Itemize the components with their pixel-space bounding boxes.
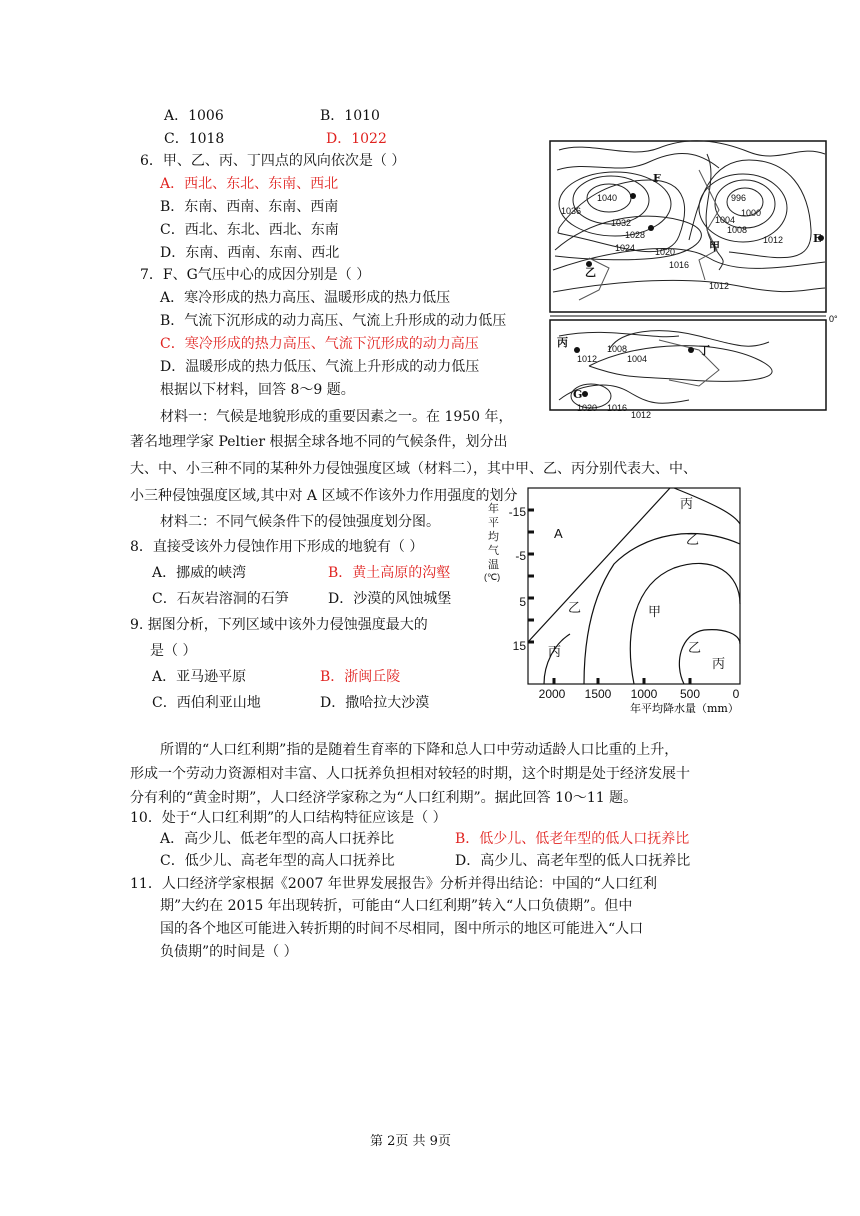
x-tick-label: 500 [679, 687, 701, 701]
q10-option-c: C．低少儿、高老年型的高人口抚养比 [160, 853, 395, 869]
isobar-label: 1012 [577, 354, 598, 364]
q9-stem-line2: 是（ ） [150, 643, 197, 659]
isobar-label: 1040 [597, 193, 618, 203]
region-a-label: A [554, 526, 563, 541]
y-label-char: 年 [488, 502, 499, 515]
q11-line1: 11．人口经济学家根据《2007 年世界发展报告》分析并得出结论：中国的“人口红利 [130, 876, 658, 892]
q10-option-b: B．低少儿、低老年型的低人口抚养比 [455, 831, 690, 847]
q11-line2: 期”大约在 2015 年出现转折，可能由“人口红利期”转入“人口负债期”。但中 [160, 898, 633, 914]
y-label-char: 均 [488, 530, 499, 543]
region-yi-label: 乙 [686, 533, 700, 548]
point-ding-marker [688, 347, 694, 353]
q9-option-a: A．亚马逊平原 [152, 669, 247, 685]
y-tick-label: -15 [508, 505, 526, 519]
q7-option-d: D．温暖形成的热力低压、气流上升形成的动力低压 [160, 359, 480, 375]
material-1-line3: 大、中、小三种不同的某种外力侵蚀强度区域（材料二），其中甲、乙、丙分别代表大、中、 [130, 461, 697, 477]
q11-line3: 国的各个地区可能进入转折期的时间不尽相同，图中所示的地区可能进入“人口 [160, 921, 644, 937]
q5-option-b: B．1010 [320, 108, 380, 124]
region-yi-label: 乙 [568, 601, 582, 616]
point-yi-label: 乙 [585, 266, 596, 279]
passage-line3: 分有利的“黄金时期”，人口经济学家称之为“人口红利期”。据此回答 10～11 题。 [130, 790, 638, 806]
x-tick-label: 2000 [538, 687, 566, 701]
q10-stem: 10．处于“人口红利期”的人口结构特征应该是（ ） [130, 810, 447, 826]
y-label-char: 气 [488, 544, 499, 557]
erosion-chart [484, 484, 754, 714]
isobar-label: 1008 [607, 344, 628, 354]
point-bing-marker [574, 347, 580, 353]
x-tick-label: 1000 [630, 687, 658, 701]
isobar-label: 1008 [727, 225, 748, 235]
x-tick-label: 1500 [584, 687, 612, 701]
isobar-label: 1020 [655, 247, 676, 257]
q6-stem: 6．甲、乙、丙、丁四点的风向依次是（ ） [140, 153, 406, 169]
q10-option-d: D．高少儿、高老年型的低人口抚养比 [455, 853, 691, 869]
region-bing-label: 丙 [712, 657, 726, 672]
isobar-label: 1012 [763, 235, 784, 245]
isobar-label: 1016 [607, 403, 628, 413]
point-e-label: E [813, 232, 822, 245]
passage-line1: 所谓的“人口红利期”指的是随着生育率的下降和总人口中劳动适龄人口比重的上升， [160, 742, 679, 758]
point-f-marker [630, 193, 636, 199]
q7-option-b: B．气流下沉形成的动力高压、气流上升形成的动力低压 [160, 313, 507, 329]
isobar-label: 1000 [741, 208, 762, 218]
isobar-label: 1024 [615, 243, 636, 253]
q5-option-c: C．1018 [164, 131, 225, 147]
isobar-label: 1012 [709, 281, 730, 291]
material-1-line1: 材料一：气候是地貌形成的重要因素之一。在 1950 年， [160, 409, 513, 425]
material-1-line4: 小三种侵蚀强度区域,其中对 A 区域不作该外力作用强度的划分 [130, 488, 518, 504]
isobar-label: 1016 [669, 260, 690, 270]
q6-option-a: A．西北、东北、东南、西北 [160, 176, 339, 192]
q9-option-c: C．西伯利亚山地 [152, 695, 261, 711]
pressure-map [549, 140, 839, 420]
point-g-marker [582, 391, 588, 397]
region-bing-label: 丙 [548, 645, 562, 660]
material-1-line2: 著名地理学家 Peltier 根据全球各地不同的气候条件，划分出 [130, 434, 508, 450]
isobar-label: 1004 [715, 215, 736, 225]
q7-option-a: A．寒冷形成的热力高压、温暖形成的热力低压 [160, 290, 451, 306]
q8-option-c: C．石灰岩溶洞的石笋 [152, 591, 289, 607]
page-footer: 第 2页 共 9页 [370, 1134, 451, 1149]
isobar-label: 1004 [627, 354, 648, 364]
q5-option-a: A．1006 [164, 108, 224, 124]
isobar-label: 1032 [611, 218, 632, 228]
q5-option-d: D．1022 [326, 131, 387, 147]
isobar-label: 1028 [625, 230, 646, 240]
q6-option-c: C．西北、东北、西北、东南 [160, 222, 339, 238]
y-tick-label: 15 [512, 639, 526, 653]
y-unit: (℃) [484, 572, 501, 582]
equator-label: 0° [829, 314, 838, 324]
isobar-label: 996 [731, 193, 747, 203]
q8-stem: 8．直接受该外力侵蚀作用下形成的地貌有（ ） [130, 539, 424, 555]
material-intro: 根据以下材料，回答 8～9 题。 [160, 382, 355, 398]
isobar-label: 1020 [577, 403, 598, 413]
q7-option-c: C．寒冷形成的热力高压、气流下沉形成的动力高压 [160, 336, 479, 352]
passage-line2: 形成一个劳动力资源相对丰富、人口抚养负担相对较轻的时期，这个时期是处于经济发展十 [130, 766, 690, 782]
point-jia-label: 甲 [709, 240, 720, 253]
isobar-label: 1036 [561, 206, 582, 216]
q6-option-b: B．东南、西南、东南、西南 [160, 199, 339, 215]
material-2: 材料二：不同气候条件下的侵蚀强度划分图。 [160, 514, 440, 530]
q6-option-d: D．东南、西南、东南、西北 [160, 245, 340, 261]
point-ding-label: 丁 [699, 344, 710, 357]
y-label-char: 平 [488, 516, 499, 529]
region-jia-label: 甲 [648, 605, 662, 620]
isobar-label: 1012 [631, 410, 652, 420]
point-g-label: G [573, 388, 583, 401]
q7-stem: 7．F、G气压中心的成因分别是（ ） [140, 267, 371, 283]
point-f-label: F [653, 172, 661, 185]
q9-stem-line1: 9. 据图分析，下列区域中该外力侵蚀强度最大的 [130, 617, 428, 633]
q9-option-b: B．浙闽丘陵 [320, 669, 401, 685]
point-jia-marker [648, 225, 654, 231]
x-tick-label: 0 [732, 687, 740, 701]
x-axis-label: 年平均降水量（mm） [630, 702, 739, 715]
point-bing-label: 丙 [557, 336, 568, 349]
q8-option-a: A．挪威的峡湾 [152, 565, 247, 581]
y-tick-label: -5 [515, 549, 526, 563]
region-bing-label: 丙 [680, 497, 694, 512]
q8-option-b: B．黄土高原的沟壑 [328, 565, 451, 581]
q8-option-d: D．沙漠的风蚀城堡 [328, 591, 452, 607]
q10-option-a: A．高少儿、低老年型的高人口抚养比 [160, 831, 395, 847]
region-yi-label: 乙 [688, 641, 702, 656]
q11-line4: 负债期”的时间是（ ） [160, 944, 298, 960]
y-label-char: 温 [488, 558, 499, 571]
q9-option-d: D．撒哈拉大沙漠 [320, 695, 430, 711]
y-tick-label: 5 [519, 595, 526, 609]
